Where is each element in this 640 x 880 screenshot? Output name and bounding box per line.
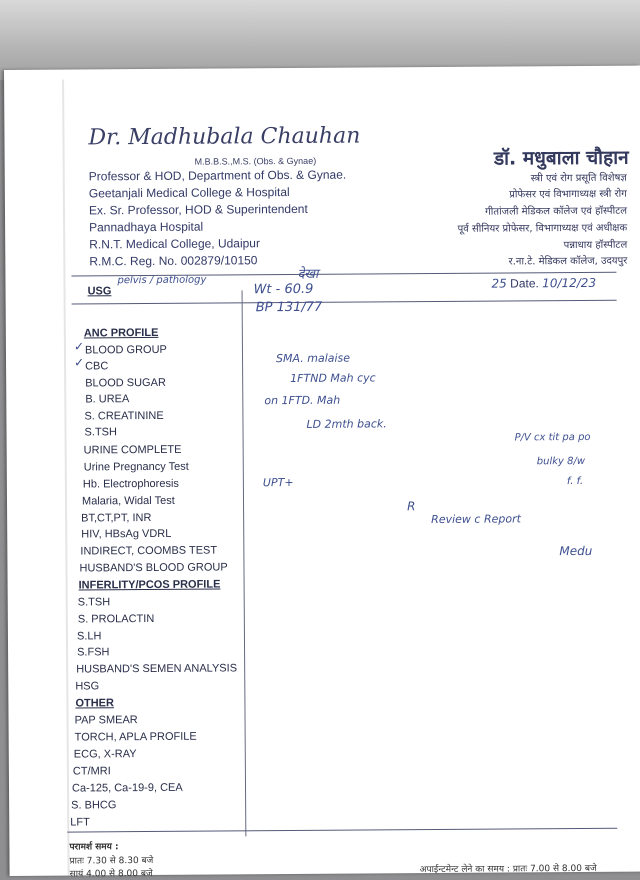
test-item: S. BHCG [71,799,117,812]
test-item: S. CREATININE [84,409,164,423]
handwritten-exam: f. f. [566,475,584,488]
date-prefix: 25 [491,276,507,291]
date-label [491,276,596,291]
test-item: S. PROLACTIN [77,612,155,626]
test-item: HSG [75,680,100,693]
test-item: BLOOD SUGAR [85,376,166,390]
test-item: HUSBAND'S BLOOD GROUP [79,561,228,575]
check-mark: ✓ [73,355,85,370]
anc-profile-title: ANC PROFILE [83,326,159,340]
test-item: Hb. Electrophoresis [82,477,179,491]
handwritten-seen: देखा [297,266,319,282]
column-divider [242,290,247,836]
test-item: TORCH, APLA PROFILE [74,730,197,744]
handwritten-note: UPT+ [262,475,294,490]
test-item: ECG, X-RAY [73,748,137,761]
hindi-line: पूर्व सीनियर प्रोफेसर, विभागाध्यक्ष एवं अधीक्षक [457,222,628,235]
test-item: LFT [70,816,90,829]
handwritten-note: 1FTND Mah cyc [290,371,376,386]
usg-divider [72,300,617,305]
handwritten-exam: P/V cx tit pa po [514,431,591,444]
hindi-line: प्रोफेसर एवं विभागाध्यक्ष स्त्री रोग [509,188,627,201]
test-item: Urine Pregnancy Test [83,460,189,474]
handwritten-rx: R [407,499,416,514]
doctor-name: Dr. Madhubala Chauhan [88,123,361,151]
appointment-timing: अपाईन्टमेन्ट लेने का समय : प्रातः 7.00 से 8.00 बजे [419,863,597,876]
handwritten-signature: Medu [559,543,593,559]
paper-fold [62,80,70,876]
timing-label: परामर्श समय : [69,842,119,853]
test-item: B. UREA [85,393,130,406]
handwritten-note: on 1FTD. Mah [264,393,341,408]
test-item: S.TSH [84,426,117,439]
registration-number: R.M.C. Reg. No. 002879/10150 [89,253,258,269]
designation-line: R.N.T. Medical College, Udaipur [89,236,261,252]
test-item: INDIRECT, COOMBS TEST [80,544,218,558]
designation-line: Professor & HOD, Department of Obs. & Gynae. [88,167,347,184]
handwritten-weight: Wt - 60.9 [253,281,314,298]
hindi-line: गीतांजली मेडिकल कॉलेज एवं हॉस्पीटल [485,205,628,218]
footer-divider [67,828,617,833]
handwritten-exam: bulky 8/w [536,455,586,468]
designation-line: Pannadhaya Hospital [89,219,204,235]
test-item: URINE COMPLETE [83,443,182,457]
test-item: BT,CT,PT, INR [81,511,152,525]
test-item: CT/MRI [72,765,111,778]
date-value: 10/12/23 [542,275,597,291]
evening-timing: सायं 4.00 से 8.00 बजे [69,868,153,880]
usg-handwritten-note: pelvis / pathology [117,274,207,287]
handwritten-bp: BP 131/77 [255,299,323,316]
usg-label: USG [87,285,112,298]
test-item: HIV, HBsAg VDRL [81,527,172,541]
hindi-line: पन्नाधाय हॉस्पीटल [563,239,628,252]
test-item: HUSBAND'S SEMEN ANALYSIS [76,662,238,676]
date-text: Date. [510,276,539,291]
test-item: S.FSH [77,646,110,659]
hindi-line: र.ना.टे. मेडिकल कॉलेज, उदयपुर [508,255,628,268]
test-item: BLOOD GROUP [84,343,167,357]
doctor-degree: M.B.B.S.,M.S. (Obs. & Gynae) [194,155,317,167]
test-item: PAP SMEAR [74,714,138,727]
handwritten-review: Review c Report [431,512,521,527]
test-item: CBC [85,360,109,373]
designation-line: Geetanjali Medical College & Hospital [88,185,290,201]
doctor-name-hindi: डॉ. मधुबाला चौहान [493,146,629,170]
designation-line: Ex. Sr. Professor, HOD & Superintendent [88,201,308,218]
hindi-line: स्त्री एवं रोग प्रसूति विशेषज्ञ [530,172,627,185]
test-item: Malaria, Widal Test [81,494,175,508]
test-item: S.TSH [77,596,111,609]
infertility-profile-title: INFERLITY/PCOS PROFILE [78,578,221,592]
test-item: S.LH [76,630,102,643]
prescription-sheet [4,66,640,880]
test-item: Ca-125, Ca-19-9, CEA [71,781,183,795]
handwritten-note: SMA. malaise [275,351,351,366]
handwritten-note: LD 2mth back. [306,417,387,431]
morning-timing: प्रातः 7.30 से 8.30 बजे [69,855,154,867]
other-title: OTHER [75,697,114,710]
check-mark: ✓ [73,339,85,354]
